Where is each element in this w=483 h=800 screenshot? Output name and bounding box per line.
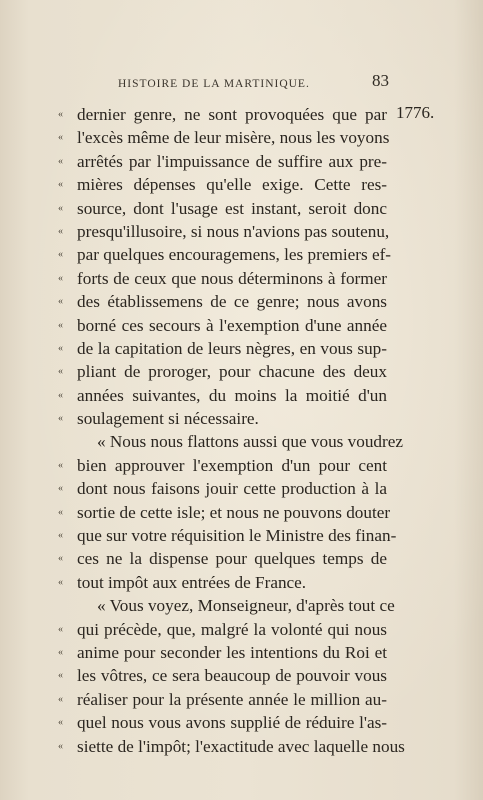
quote-mark: « (58, 296, 63, 308)
quote-mark: « (58, 155, 63, 167)
quote-mark: « (58, 670, 63, 682)
quote-mark: « (58, 342, 63, 354)
line-text: l'excès même de leur misère, nous les voyons (77, 128, 390, 148)
quote-mark: « (58, 553, 63, 565)
text-line (0, 173, 483, 196)
quote-mark: « (58, 225, 63, 237)
body-text (0, 103, 483, 758)
text-line (0, 384, 483, 407)
quote-mark: « (58, 202, 63, 214)
line-text: quel nous vous avons supplié de réduire l'as- (77, 713, 387, 733)
line-text: « Vous voyez, Monseigneur, d'après tout ce (97, 596, 395, 616)
line-text: bien approuver l'exemption d'un pour cent (77, 455, 387, 475)
line-text: presqu'illusoire, si nous n'avions pas soutenu, (77, 221, 390, 241)
quote-mark: « (58, 717, 63, 729)
text-line (0, 314, 483, 337)
line-text: dernier genre, ne sont provoquées que par (77, 105, 387, 124)
text-line (0, 571, 483, 594)
quote-mark: « (58, 413, 63, 425)
text-line (0, 711, 483, 734)
line-text: sortie de cette isle; et nous ne pouvons douter (77, 502, 391, 522)
margin-year: 1776. (396, 103, 435, 122)
text-line (0, 664, 483, 687)
text-line (0, 360, 483, 383)
quote-mark: « (58, 693, 63, 705)
text-line (0, 688, 483, 711)
line-text: tout impôt aux entrées de France. (77, 572, 307, 592)
text-line (0, 267, 483, 290)
quote-mark: « (58, 576, 63, 588)
line-text: arrêtés par l'impuissance de suffire aux pre- (77, 151, 387, 171)
line-text: ces ne la dispense pour quelques temps de (77, 549, 387, 569)
page-number: 83 (372, 71, 389, 90)
line-text: borné ces secours à l'exemption d'une année (77, 315, 387, 335)
text-line (0, 126, 483, 149)
text-line (0, 477, 483, 500)
line-text: des établissemens de ce genre; nous avons (77, 292, 387, 312)
line-text: source, dont l'usage est instant, seroit donc (77, 198, 387, 218)
text-line (0, 197, 483, 220)
line-text: que sur votre réquisition le Ministre des finan- (77, 526, 397, 546)
text-line (0, 290, 483, 313)
quote-mark: « (58, 389, 63, 401)
line-text: les vôtres, ce sera beaucoup de pouvoir vous (77, 666, 387, 686)
text-line (0, 454, 483, 477)
text-line (0, 618, 483, 641)
text-line (0, 430, 483, 453)
line-text: soulagement si nécessaire. (77, 409, 259, 429)
text-line (0, 735, 483, 758)
text-line (0, 524, 483, 547)
quote-mark: « (58, 483, 63, 495)
line-text: par quelques encouragemens, les premiers ef- (77, 245, 392, 265)
text-line (0, 594, 483, 617)
quote-mark: « (58, 530, 63, 542)
quote-mark: « (58, 740, 63, 752)
text-line (0, 220, 483, 243)
running-title: HISTOIRE DE LA MARTINIQUE. (118, 78, 310, 90)
quote-mark: « (58, 623, 63, 635)
quote-mark: « (58, 179, 63, 191)
text-line (0, 337, 483, 360)
quote-mark: « (58, 249, 63, 261)
quote-mark: « (58, 319, 63, 331)
quote-mark: « (58, 109, 63, 120)
line-text: pliant de proroger, pour chacune des deux (77, 362, 387, 382)
quote-mark: « (58, 272, 63, 284)
text-line (0, 407, 483, 430)
line-text: de la capitation de leurs nègres, en vous sup- (77, 338, 387, 358)
line-text: dont nous faisons jouir cette production à la (77, 479, 387, 499)
line-text: forts de ceux que nous déterminons à former (77, 268, 387, 288)
line-text: anime pour seconder les intentions du Roi et (77, 642, 387, 662)
text-line (0, 501, 483, 524)
line-text: « Nous nous flattons aussi que vous voudrez (97, 432, 404, 452)
text-line (0, 150, 483, 173)
quote-mark: « (58, 459, 63, 471)
quote-mark: « (58, 366, 63, 378)
line-text: réaliser pour la présente année le million au- (77, 689, 387, 709)
quote-mark: « (58, 132, 63, 144)
line-text: années suivantes, du moins la moitié d'un (77, 385, 387, 405)
line-text: qui précède, que, malgré la volonté qui nous (77, 619, 387, 639)
quote-mark: « (58, 506, 63, 518)
line-text: siette de l'impôt; l'exactitude avec laquelle nous (77, 736, 405, 756)
line-text: mières dépenses qu'elle exige. Cette res- (77, 175, 387, 195)
text-line (0, 103, 483, 126)
text-line (0, 641, 483, 664)
quote-mark: « (58, 646, 63, 658)
text-line (0, 547, 483, 570)
text-line (0, 243, 483, 266)
